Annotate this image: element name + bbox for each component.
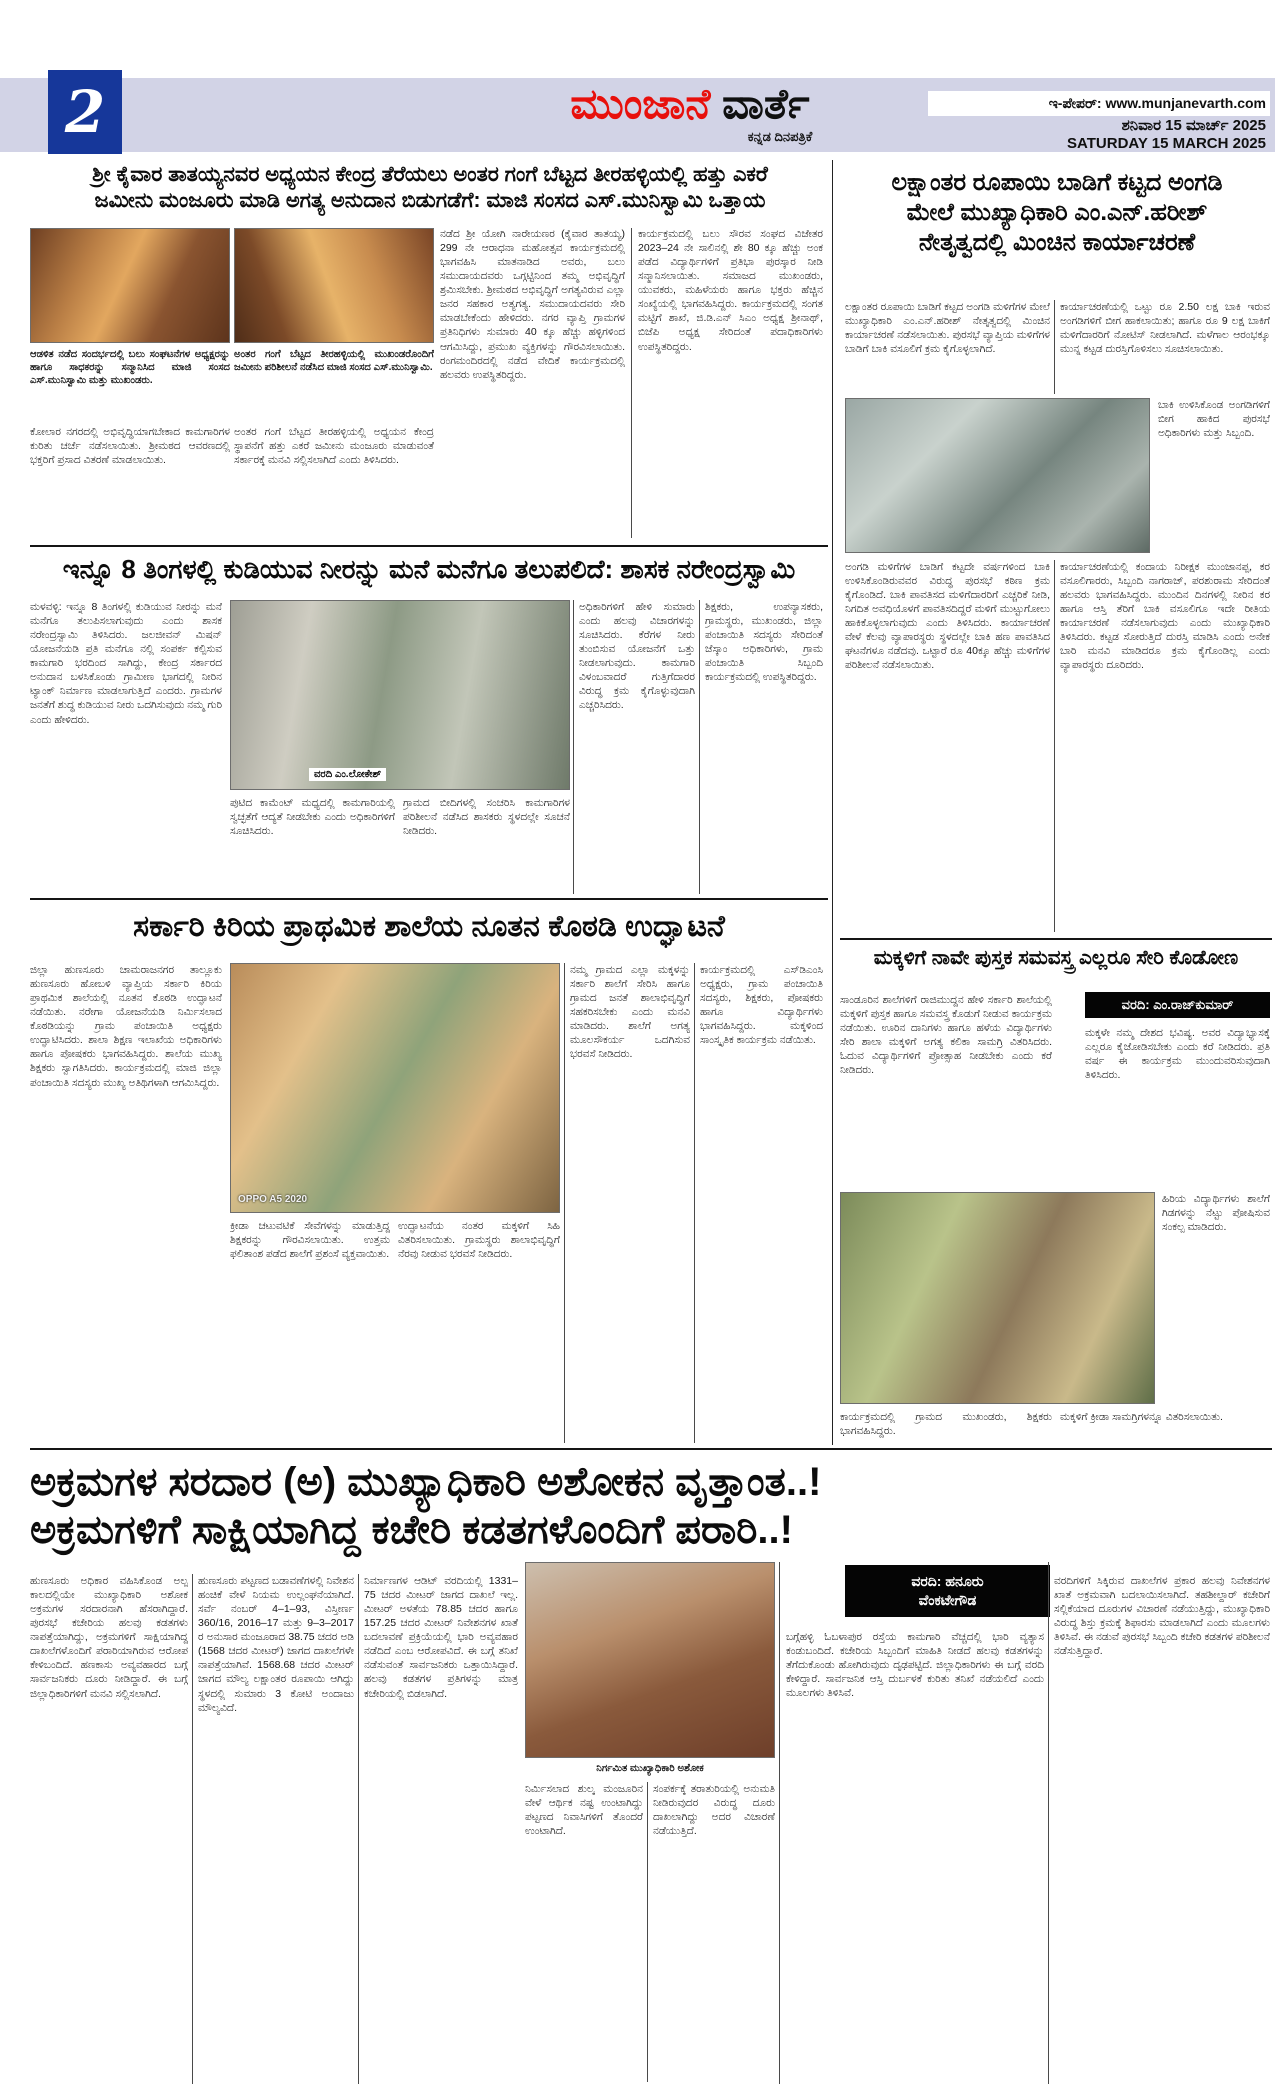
bottom-under-photo2: ಸಂಪರ್ಕಕ್ಕೆ ತರಾತುರಿಯಲ್ಲಿ ಅನುಮತಿ ನೀಡಿರುವುದರ ವಿರುದ್ಧ ದೂರು ದಾಖಲಾಗಿದ್ದು ಅದರ ವಿಚಾರಣೆ ನಡೆಯುತ್ತಿದೆ. bbox=[653, 1783, 775, 1838]
article1-text-cont2: ಅಂತರ ಗಂಗೆ ಬೆಟ್ಟದ ತೀರಹಳ್ಳಿಯಲ್ಲಿ ಅಧ್ಯಯನ ಕೇಂದ್ರ ಸ್ಥಾಪನೆಗೆ ಹತ್ತು ಎಕರೆ ಜಮೀನು ಮಂಜೂರು ಮಾಡುವಂತೆ ಸರ್ಕಾರಕ್ಕೆ ಮನವಿ ಸಲ್ಲಿಸಲಾಗಿದೆ ಎಂದು ತಿಳಿಸಿದರು. bbox=[234, 426, 434, 467]
section-rule bbox=[30, 1448, 1272, 1450]
article1r-headline bbox=[843, 168, 1271, 258]
column-divider bbox=[564, 963, 565, 1443]
article1r-column3: ಅಂಗಡಿ ಮಳಿಗೆಗಳ ಬಾಡಿಗೆ ಕಟ್ಟದೇ ವರ್ಷಗಳಿಂದ ಬಾಕಿ ಉಳಿಸಿಕೊಂಡಿರುವವರ ವಿರುದ್ಧ ಪುರಸಭೆ ಕಠಿಣ ಕ್ರಮ ಕೈಗೊಂಡಿದೆ. ಬಾಕಿ ಪಾವತಿಸದ ಮಳಿಗೆದಾರರಿಗೆ ಎಚ್ಚರಿಕೆ ನೀಡಿ, ನಿಗದಿತ ಅವಧಿಯೊಳಗೆ ಪಾವತಿಸದಿದ್ದರೆ ಮಳಿಗೆ ಮುಟ್ಟುಗೋಲು ಹಾಕಿಕೊಳ್ಳಲಾಗುವುದು ಎಂದು ತಿಳಿಸಿದರು. ಕಾರ್ಯಾಚರಣೆ ವೇಳೆ ಕೆಲವು ವ್ಯಾಪಾರಸ್ಥರು ಸ್ಥಳದಲ್ಲೇ ಬಾಕಿ ಹಣ ಪಾವತಿಸಿದ ಘಟನೆಗಳೂ ನಡೆದವು. ಒಟ್ಟಾರೆ ರೂ 40ಕ್ಕೂ ಹೆಚ್ಚು ಮಳಿಗೆಗಳ ಪರಿಶೀಲನೆ ನಡೆಸಲಾಯಿತು. bbox=[845, 561, 1050, 672]
date-english: SATURDAY 15 MARCH 2025 bbox=[1067, 135, 1266, 152]
article1r-side-column: ಬಾಕಿ ಉಳಿಸಿಕೊಂಡ ಅಂಗಡಿಗಳಿಗೆ ಬೀಗ ಹಾಕಿದ ಪುರಸಭೆ ಅಧಿಕಾರಿಗಳು ಮತ್ತು ಸಿಬ್ಬಂದಿ. bbox=[1158, 399, 1270, 440]
masthead bbox=[455, 82, 925, 126]
photo-reporter-chip: ವರದಿ ಎಂ.ಲೋಕೇಶ್ bbox=[309, 768, 386, 781]
article4-side-column: ಹಿರಿಯ ವಿದ್ಯಾರ್ಥಿಗಳು ಶಾಲೆಗೆ ಗಿಡಗಳನ್ನು ನೆಟ್ಟು ಪೋಷಿಸುವ ಸಂಕಲ್ಪ ಮಾಡಿದರು. bbox=[1162, 1193, 1270, 1234]
section-rule bbox=[30, 545, 828, 547]
column-divider bbox=[1054, 300, 1055, 394]
bottom-column2: ಹುಣಸೂರು ಪಟ್ಟಣದ ಬಡಾವಣೆಗಳಲ್ಲಿ ನಿವೇಶನ ಹಂಚಿಕೆ ವೇಳೆ ನಿಯಮ ಉಲ್ಲಂಘನೆಯಾಗಿದೆ. ಸರ್ವೆ ನಂಬರ್ 4–1–93, ವಿಸ್ತೀರ್ಣ 360/16, 2016–17 ಮತ್ತು 9–3–2017 ರ ಅನುಸಾರ ಮಂಜೂರಾದ 38.75 ಚದರ ಅಡಿ (1568 ಚದರ ಮೀಟರ್) ಜಾಗದ ದಾಖಲೆಗಳೇ ನಾಪತ್ತೆಯಾಗಿವೆ. 1568.68 ಚದರ ಮೀಟರ್ ಜಾಗದ ಮೌಲ್ಯ ಲಕ್ಷಾಂತರ ರೂಪಾಯಿ ಆಗಿದ್ದು ಸ್ಥಳದಲ್ಲಿ ಸುಮಾರು 3 ಕೋಟಿ ಅಂದಾಜು ಮೌಲ್ಯವಿದೆ. bbox=[198, 1575, 354, 1714]
bottom-headline bbox=[30, 1458, 935, 1554]
article2-under-photo2: ಗ್ರಾಮದ ಬೀದಿಗಳಲ್ಲಿ ಸಂಚರಿಸಿ ಕಾಮಗಾರಿಗಳ ಪರಿಶೀಲನೆ ನಡೆಸಿದ ಶಾಸಕರು ಸ್ಥಳದಲ್ಲೇ ಸೂಚನೆ ನೀಡಿದರು. bbox=[403, 797, 570, 838]
article3-under-photo1: ಕ್ರೀಡಾ ಚಟುವಟಿಕೆ ಸೇವೆಗಳನ್ನು ಮಾಡುತ್ತಿದ್ದ ಶಿಕ್ಷಕರನ್ನು ಗೌರವಿಸಲಾಯಿತು. ಉತ್ತಮ ಫಲಿತಾಂಶ ಪಡೆದ ಶಾಲೆಗೆ ಪ್ರಶಂಸೆ ವ್ಯಕ್ತವಾಯಿತು. bbox=[230, 1220, 390, 1261]
column-divider bbox=[631, 228, 632, 538]
article3-under-photo2: ಉದ್ಘಾಟನೆಯ ನಂತರ ಮಕ್ಕಳಿಗೆ ಸಿಹಿ ವಿತರಿಸಲಾಯಿತು. ಗ್ರಾಮಸ್ಥರು ಶಾಲಾಭಿವೃದ್ಧಿಗೆ ನೆರವು ನೀಡುವ ಭರವಸೆ ನೀಡಿದರು. bbox=[398, 1220, 560, 1261]
article3-right-column2: ಕಾರ್ಯಕ್ರಮದಲ್ಲಿ ಎಸ್‌ಡಿಎಂಸಿ ಅಧ್ಯಕ್ಷರು, ಗ್ರಾಮ ಪಂಚಾಯಿತಿ ಸದಸ್ಯರು, ಶಿಕ್ಷಕರು, ಪೋಷಕರು ಹಾಗೂ ವಿದ್ಯಾರ್ಥಿಗಳು ಭಾಗವಹಿಸಿದ್ದರು. ಮಕ್ಕಳಿಂದ ಸಾಂಸ್ಕೃತಿಕ ಕಾರ್ಯಕ್ರಮ ನಡೆಯಿತು. bbox=[700, 964, 823, 1047]
article1r-column1: ಲಕ್ಷಾಂತರ ರೂಪಾಯಿ ಬಾಡಿಗೆ ಕಟ್ಟದ ಅಂಗಡಿ ಮಳಿಗೆಗಳ ಮೇಲೆ ಮುಖ್ಯಾಧಿಕಾರಿ ಎಂ.ಎನ್.ಹರೀಶ್ ನೇತೃತ್ವದಲ್ಲಿ ಮಿಂಚಿನ ಕಾರ್ಯಾಚರಣೆ ನಡೆಸಲಾಯಿತು. ಪುರಸಭೆ ವ್ಯಾಪ್ತಿಯ ಮಳಿಗೆಗಳ ಬಾಡಿಗೆ ಬಾಕಿ ವಸೂಲಿಗೆ ಕ್ರಮ ಕೈಗೊಳ್ಳಲಾಗಿದೆ. bbox=[845, 301, 1050, 356]
article1r-headline-line1: ಲಕ್ಷಾಂತರ ರೂಪಾಯಿ ಬಾಡಿಗೆ ಕಟ್ಟದ ಅಂಗಡಿ bbox=[891, 169, 1223, 196]
photo-shop-raid bbox=[845, 398, 1150, 553]
article4-headline: ಮಕ್ಕಳಿಗೆ ನಾವೇ ಪುಸ್ತಕ ಸಮವಸ್ತ್ರ ಎಲ್ಲರೂ ಸೇರಿ ಕೊಡೋಣ bbox=[873, 947, 1239, 969]
article1-caption1: ಆಡಳಿತ ನಡೆದ ಸಂದರ್ಭದಲ್ಲಿ ಬಲು ಸಂಘಟನೆಗಳ ಅಧ್ಯಕ್ಷರನ್ನು ಹಾಗೂ ಸಾಧಕರನ್ನು ಸನ್ಮಾನಿಸಿದ ಮಾಜಿ ಸಂಸದ ಎಸ್.ಮುನಿಸ್ವಾಮಿ ಮತ್ತು ಮುಖಂಡರು. bbox=[30, 349, 230, 386]
masthead-secondary: ವಾರ್ತೆ bbox=[722, 80, 810, 127]
article3-left-column: ಜಿಲ್ಲಾ ಹುಣಸೂರು ಚಾಮರಾಜನಗರ ತಾಲ್ಲೂಕು ಹುಣಸೂರು ಹೋಬಳಿ ವ್ಯಾಪ್ತಿಯ ಸರ್ಕಾರಿ ಕಿರಿಯ ಪ್ರಾಥಮಿಕ ಶಾಲೆಯಲ್ಲಿ ನೂತನ ಕೊಠಡಿ ಉದ್ಘಾಟನೆ ನಡೆಯಿತು. ನರೇಗಾ ಯೋಜನೆಯಡಿ ನಿರ್ಮಿಸಲಾದ ಕೊಠಡಿಯನ್ನು ಗ್ರಾಮ ಪಂಚಾಯಿತಿ ಅಧ್ಯಕ್ಷರು ಉದ್ಘಾಟಿಸಿದರು. ಶಾಲಾ ಶಿಕ್ಷಣ ಇಲಾಖೆಯ ಅಧಿಕಾರಿಗಳು ಹಾಗೂ ಪೋಷಕರು ಭಾಗವಹಿಸಿದ್ದರು. ಶಾಲೆಯ ಮುಖ್ಯ ಶಿಕ್ಷಕರು ಸ್ವಾಗತಿಸಿದರು. ಕಾರ್ಯಕ್ರಮದಲ್ಲಿ ಮಾಜಿ ಜಿಲ್ಲಾ ಪಂಚಾಯಿತಿ ಸದಸ್ಯರು ಮುಖ್ಯ ಅತಿಥಿಗಳಾಗಿ ಆಗಮಿಸಿದ್ದರು. bbox=[30, 964, 222, 1089]
photo-garlanded-felicitation bbox=[30, 228, 230, 343]
article1-column2: ಕಾರ್ಯಕ್ರಮದಲ್ಲಿ ಬಲು ಸೌರವ ಸಂಘದ ವಿಜೇತರ 2023–24 ನೇ ಸಾಲಿನಲ್ಲಿ ಶೇ 80 ಕ್ಕೂ ಹೆಚ್ಚು ಅಂಕ ಪಡೆದ ವಿದ್ಯಾರ್ಥಿಗಳಿಗೆ ಪ್ರತಿಭಾ ಪುರಸ್ಕಾರ ನೀಡಿ ಸನ್ಮಾನಿಸಲಾಯಿತು. ಸಮಾಜದ ಮುಖಂಡರು, ಯುವಕರು, ಮಹಿಳೆಯರು ಹಾಗೂ ಭಕ್ತರು ಹೆಚ್ಚಿನ ಸಂಖ್ಯೆಯಲ್ಲಿ ಭಾಗವಹಿಸಿದ್ದರು. ಕಾರ್ಯಕ್ರಮದಲ್ಲಿ ಸಂಗತ ಮಟ್ಟಿಗೆ ಶಾಖೆ, ಜಿ.ಡಿ.ಎನ್ ಸಿಎಂ ಅಧ್ಯಕ್ಷ ಶ್ರೀನಾಥ್, ಬಿಜೆಪಿ ಅಧ್ಯಕ್ಷ ಸೇರಿದಂತೆ ಪದಾಧಿಕಾರಿಗಳು ಉಪಸ್ಥಿತರಿದ್ದರು. bbox=[638, 228, 823, 353]
photo-mla-street-inspection bbox=[230, 600, 570, 790]
photo-land-inspection bbox=[234, 228, 434, 343]
article3-right-column1: ನಮ್ಮ ಗ್ರಾಮದ ಎಲ್ಲಾ ಮಕ್ಕಳನ್ನು ಸರ್ಕಾರಿ ಶಾಲೆಗೆ ಸೇರಿಸಿ ಹಾಗೂ ಗ್ರಾಮದ ಜನತೆ ಶಾಲಾಭಿವೃದ್ಧಿಗೆ ಸಹಕರಿಸಬೇಕು ಎಂದು ಮನವಿ ಮಾಡಿದರು. ಶಾಲೆಗೆ ಅಗತ್ಯ ಮೂಲಸೌಕರ್ಯ ಒದಗಿಸುವ ಭರವಸೆ ನೀಡಿದರು. bbox=[570, 964, 690, 1061]
bottom-under-photo1: ನಿರ್ಮಿಸಲಾದ ಶುಲ್ಕ ಮಂಜೂರಿನ ವೇಳೆ ಆರ್ಥಿಕ ನಷ್ಟ ಉಂಟಾಗಿದ್ದು ಪಟ್ಟಣದ ನಿವಾಸಿಗಳಿಗೆ ತೊಂದರೆ ಉಂಟಾಗಿದೆ. bbox=[525, 1783, 643, 1838]
article2-left-column: ಮಳವಳ್ಳಿ: ಇನ್ನೂ 8 ತಿಂಗಳಲ್ಲಿ ಕುಡಿಯುವ ನೀರನ್ನು ಮನೆ ಮನೆಗೂ ತಲುಪಿಸಲಾಗುವುದು ಎಂದು ಶಾಸಕ ನರೇಂದ್ರಸ್ವಾಮಿ ತಿಳಿಸಿದರು. ಜಲಜೀವನ್ ಮಿಷನ್ ಯೋಜನೆಯಡಿ ಪ್ರತಿ ಮನೆಗೂ ನಲ್ಲಿ ಸಂಪರ್ಕ ಕಲ್ಪಿಸುವ ಕಾಮಗಾರಿ ಭರದಿಂದ ಸಾಗಿದ್ದು, ಕೇಂದ್ರ ಸರ್ಕಾರದ ಅನುದಾನ ಬಳಸಿಕೊಂಡು ಗ್ರಾಮೀಣ ಭಾಗದಲ್ಲಿ ನೀರಿನ ಟ್ಯಾಂಕ್ ನಿರ್ಮಾಣ ಮಾಡಲಾಗುತ್ತಿದೆ ಎಂದರು. ಗ್ರಾಮಗಳ ಜನತೆಗೆ ಶುದ್ಧ ಕುಡಿಯುವ ನೀರು ಒದಗಿಸುವುದು ನಮ್ಮ ಗುರಿ ಎಂದು ಹೇಳಿದರು. bbox=[30, 601, 222, 726]
bottom-reporter-box bbox=[845, 1565, 1050, 1617]
epaper-url: ಇ-ಪೇಪರ್: www.munjanevarth.com bbox=[928, 91, 1270, 116]
article4-left-column: ಸಾಂಡೂರಿನ ಶಾಲೆಗಳಿಗೆ ರಾಜಿಮುದ್ದನ ಹೇಳಿ ಸರ್ಕಾರಿ ಶಾಲೆಯಲ್ಲಿ ಮಕ್ಕಳಿಗೆ ಪುಸ್ತಕ ಹಾಗೂ ಸಮವಸ್ತ್ರ ಕೊಡುಗೆ ನೀಡುವ ಕಾರ್ಯಕ್ರಮ ನಡೆಯಿತು. ಊರಿನ ದಾನಿಗಳು ಹಾಗೂ ಹಳೆಯ ವಿದ್ಯಾರ್ಥಿಗಳು ಸೇರಿ ಶಾಲಾ ಮಕ್ಕಳಿಗೆ ಅಗತ್ಯ ಕಲಿಕಾ ಸಾಮಗ್ರಿ ವಿತರಿಸಿದರು. ಓದುವ ವಿದ್ಯಾರ್ಥಿಗಳಿಗೆ ಪ್ರೋತ್ಸಾಹ ನೀಡಬೇಕು ಎಂದು ಕರೆ ನೀಡಿದರು. bbox=[840, 994, 1052, 1077]
main-column-divider bbox=[832, 160, 833, 1445]
column-divider bbox=[699, 600, 700, 894]
article1r-column2: ಕಾರ್ಯಾಚರಣೆಯಲ್ಲಿ ಒಟ್ಟು ರೂ 2.50 ಲಕ್ಷ ಬಾಕಿ ಇರುವ ಅಂಗಡಿಗಳಿಗೆ ಬೀಗ ಹಾಕಲಾಯಿತು; ಹಾಗೂ ರೂ 9 ಲಕ್ಷ ಬಾಕಿಗೆ ಮಳಿಗೆದಾರರಿಗೆ ನೋಟಿಸ್ ನೀಡಲಾಗಿದೆ. ಮಳೆಗಾಲ ಆರಂಭಕ್ಕೂ ಮುನ್ನ ಕಟ್ಟಡ ದುರಸ್ತಿಗೊಳಿಸಲು ಸೂಚಿಸಲಾಯಿತು. bbox=[1060, 301, 1270, 356]
bottom-headline-line1: ಅಕ್ರಮಗಳ ಸರದಾರ (ಅ) ಮುಖ್ಯಾಧಿಕಾರಿ ಅಶೋಕನ ವೃತ್ತಾಂತ..! bbox=[30, 1460, 822, 1504]
photo-school-room-inauguration bbox=[230, 963, 560, 1213]
article4-right-column: ಮಕ್ಕಳೇ ನಮ್ಮ ದೇಶದ ಭವಿಷ್ಯ. ಅವರ ವಿದ್ಯಾಭ್ಯಾಸಕ್ಕೆ ಎಲ್ಲರೂ ಕೈಜೋಡಿಸಬೇಕು ಎಂದು ಕರೆ ನೀಡಿದರು. ಪ್ರತಿ ವರ್ಷ ಈ ಕಾರ್ಯಕ್ರಮ ಮುಂದುವರಿಸುವುದಾಗಿ ತಿಳಿಸಿದರು. bbox=[1085, 1027, 1270, 1082]
bottom-column1: ಹುಣಸೂರು ಅಧಿಕಾರ ವಹಿಸಿಕೊಂಡ ಅಲ್ಪ ಕಾಲದಲ್ಲಿಯೇ ಮುಖ್ಯಾಧಿಕಾರಿ ಅಶೋಕ ಅಕ್ರಮಗಳ ಸರದಾರನಾಗಿ ಹೆಸರಾಗಿದ್ದಾರೆ. ಪುರಸಭೆ ಕಚೇರಿಯ ಹಲವು ಕಡತಗಳು ನಾಪತ್ತೆಯಾಗಿದ್ದು, ಅಕ್ರಮಗಳಿಗೆ ಸಾಕ್ಷಿಯಾಗಿದ್ದ ದಾಖಲೆಗಳೊಂದಿಗೆ ಪರಾರಿಯಾಗಿರುವ ಆರೋಪ ಕೇಳಿಬಂದಿದೆ. ಹಣಕಾಸು ಅವ್ಯವಹಾರದ ಬಗ್ಗೆ ಸಾರ್ವಜನಿಕರು ದೂರು ನೀಡಿದ್ದಾರೆ. ಈ ಬಗ್ಗೆ ಜಿಲ್ಲಾಧಿಕಾರಿಗಳಿಗೆ ಮನವಿ ಸಲ್ಲಿಸಲಾಗಿದೆ. bbox=[30, 1575, 188, 1700]
article1-text-cont1: ಕೋಲಾರ ನಗರದಲ್ಲಿ ಅಭಿವೃದ್ಧಿಯಾಗಬೇಕಾದ ಕಾಮಗಾರಿಗಳ ಕುರಿತು ಚರ್ಚೆ ನಡೆಸಲಾಯಿತು. ಶ್ರೀಮಠದ ಆವರಣದಲ್ಲಿ ಭಕ್ತರಿಗೆ ಪ್ರಸಾದ ವಿತರಣೆ ಮಾಡಲಾಯಿತು. bbox=[30, 426, 230, 467]
column-divider bbox=[779, 1562, 780, 2084]
portrait-caption: ನಿರ್ಗಮಿತ ಮುಖ್ಯಾಧಿಕಾರಿ ಅಶೋಕ bbox=[596, 1763, 704, 1774]
column-divider bbox=[647, 1782, 648, 2082]
page-number: 2 bbox=[48, 70, 122, 154]
article1-headline-line2: ಜಮೀನು ಮಂಜೂರು ಮಾಡಿ ಅಗತ್ಯ ಅನುದಾನ ಬಿಡುಗಡೆಗೆ: ಮಾಜಿ ಸಂಸದ ಎಸ್.ಮುನಿಸ್ವಾಮಿ ಒತ್ತಾಯ bbox=[94, 189, 766, 213]
bottom-column4: ಬಗ್ಗೆಹಳ್ಳಿ ಓಬಳಾಪುರ ರಸ್ತೆಯ ಕಾಮಗಾರಿ ವೆಚ್ಚದಲ್ಲಿ ಭಾರಿ ವ್ಯತ್ಯಾಸ ಕಂಡುಬಂದಿದೆ. ಕಚೇರಿಯ ಸಿಬ್ಬಂದಿಗೆ ಮಾಹಿತಿ ನೀಡದೆ ಹಲವು ಕಡತಗಳನ್ನು ತೆಗೆದುಕೊಂಡು ಹೋಗಿರುವುದು ದೃಢಪಟ್ಟಿದೆ. ಜಿಲ್ಲಾಧಿಕಾರಿಗಳು ಈ ಬಗ್ಗೆ ವರದಿ ಕೇಳಿದ್ದಾರೆ. ಸಾರ್ವಜನಿಕ ಆಸ್ತಿ ದುರ್ಬಳಕೆ ಕುರಿತು ತನಿಖೆ ನಡೆಯಲಿದೆ ಎಂದು ಮೂಲಗಳು ತಿಳಿಸಿವೆ. bbox=[786, 1631, 1044, 1700]
column-divider bbox=[1054, 560, 1055, 932]
article1-headline bbox=[30, 162, 830, 215]
bottom-reporter-line1: ವರದಿ: ಹನೂರು bbox=[911, 1573, 984, 1590]
article4-bottom1: ಕಾರ್ಯಕ್ರಮದಲ್ಲಿ ಗ್ರಾಮದ ಮುಖಂಡರು, ಶಿಕ್ಷಕರು ಭಾಗವಹಿಸಿದ್ದರು. bbox=[840, 1411, 1052, 1438]
column-divider bbox=[192, 1574, 193, 2084]
bottom-column5: ವರದಿಗಳಿಗೆ ಸಿಕ್ಕಿರುವ ದಾಖಲೆಗಳ ಪ್ರಕಾರ ಹಲವು ನಿವೇಶನಗಳ ಖಾತೆ ಅಕ್ರಮವಾಗಿ ಬದಲಾಯಿಸಲಾಗಿದೆ. ತಹಶೀಲ್ದಾರ್ ಕಚೇರಿಗೆ ಸಲ್ಲಿಕೆಯಾದ ದೂರುಗಳ ವಿಚಾರಣೆ ನಡೆಯುತ್ತಿದ್ದು, ಮುಖ್ಯಾಧಿಕಾರಿ ವಿರುದ್ಧ ಶಿಸ್ತು ಕ್ರಮಕ್ಕೆ ಶಿಫಾರಸು ಮಾಡಲಾಗಿದೆ ಎಂದು ಮೂಲಗಳು ತಿಳಿಸಿವೆ. ಈ ನಡುವೆ ಪುರಸಭೆ ಸಿಬ್ಬಂದಿ ಕಚೇರಿ ಕಡತಗಳ ಪರಿಶೀಲನೆ ನಡೆಸುತ್ತಿದ್ದಾರೆ. bbox=[1054, 1575, 1270, 1658]
article4-reporter-box: ವರದಿ: ಎಂ.ರಾಜ್‌ಕುಮಾರ್ bbox=[1085, 992, 1270, 1018]
camera-watermark: OPPO A5 2020 bbox=[238, 1194, 308, 1205]
date-kannada: ಶನಿವಾರ 15 ಮಾರ್ಚ್ 2025 bbox=[1121, 117, 1266, 134]
article1-caption2: ಅಂತರ ಗಂಗೆ ಬೆಟ್ಟದ ತೀರಹಳ್ಳಿಯಲ್ಲಿ ಮುಖಂಡರೊಂದಿಗೆ ಜಮೀನು ಪರಿಶೀಲನೆ ನಡೆಸಿದ ಮಾಜಿ ಸಂಸದ ಎಸ್.ಮುನಿಸ್ವಾಮಿ. bbox=[234, 349, 434, 373]
article1-column1: ನಡೆದ ಶ್ರೀ ಯೋಗಿ ನಾರೇಯಣರ (ಕೈವಾರ ತಾತಯ್ಯ) 299 ನೇ ಆರಾಧನಾ ಮಹೋತ್ಸವ ಕಾರ್ಯಕ್ರಮದಲ್ಲಿ ಭಾಗವಹಿಸಿ ಮಾತನಾಡಿದ ಅವರು, ಬಲು ಸಮುದಾಯದವರು ಒಗ್ಗಟ್ಟಿನಿಂದ ತಮ್ಮ ಅಭಿವೃದ್ಧಿಗೆ ಶ್ರಮಿಸಬೇಕು. ಶ್ರೀಮಠದ ಅಭಿವೃದ್ಧಿಗೆ ಅಗತ್ಯವಿರುವ ಎಲ್ಲಾ ಜನರ ಸಹಕಾರ ಅತ್ಯಗತ್ಯ. ಸಮುದಾಯದವರು ಸೇರಿ ಮಾಡಬೇಕೆಂದು ಹೇಳಿದರು. ನಗರ ವ್ಯಾಪ್ತಿ ಗ್ರಾಮಗಳ ಪ್ರತಿನಿಧಿಗಳು ಸುಮಾರು 40 ಕ್ಕೂ ಹೆಚ್ಚು ಹಳ್ಳಿಗಳಿಂದ ಆಗಮಿಸಿದ್ದು, ಪ್ರಮುಖ ವ್ಯಕ್ತಿಗಳನ್ನು ಗೌರವಿಸಲಾಯಿತು. ರಂಗಮಂದಿರದಲ್ಲಿ ನಡೆದ ವೇದಿಕೆ ಕಾರ್ಯಕ್ರಮದಲ್ಲಿ ಹಲವರು ಉಪಸ್ಥಿತರಿದ್ದರು. bbox=[440, 228, 625, 381]
article1r-headline-line3: ನೇತೃತ್ವದಲ್ಲಿ ಮಿಂಚಿನ ಕಾರ್ಯಾಚರಣೆ bbox=[918, 229, 1196, 256]
section-rule bbox=[30, 898, 828, 900]
photo-outgoing-chief-officer bbox=[525, 1562, 775, 1758]
bottom-column3: ನಿರ್ಮಾಣಗಳ ಆಡಿಟ್ ವರದಿಯಲ್ಲಿ 1331–75 ಚದರ ಮೀಟರ್ ಜಾಗದ ದಾಖಲೆ ಇಲ್ಲ. ಮೀಟರ್ ಅಳತೆಯ 78.85 ಚದರ ಹಾಗೂ 157.25 ಚದರ ಮೀಟರ್ ನಿವೇಶನಗಳ ಖಾತೆ ಬದಲಾವಣೆ ಪ್ರಕ್ರಿಯೆಯಲ್ಲಿ ಭಾರಿ ಅವ್ಯವಹಾರ ನಡೆದಿದೆ ಎಂಬ ಆರೋಪವಿದೆ. ಈ ಬಗ್ಗೆ ತನಿಖೆ ನಡೆಸುವಂತೆ ಸಾರ್ವಜನಿಕರು ಒತ್ತಾಯಿಸಿದ್ದಾರೆ. ಹಲವು ಕಡತಗಳ ಪ್ರತಿಗಳನ್ನು ಮಾತ್ರ ಕಚೇರಿಯಲ್ಲಿ ಬಿಡಲಾಗಿದೆ. bbox=[364, 1575, 518, 1700]
article1-headline-line1: ಶ್ರೀ ಕೈವಾರ ತಾತಯ್ಯನವರ ಅಧ್ಯಯನ ಕೇಂದ್ರ ತೆರೆಯಲು ಅಂತರ ಗಂಗೆ ಬೆಟ್ಟದ ತೀರಹಳ್ಳಿಯಲ್ಲಿ ಹತ್ತು ಎಕರೆ bbox=[92, 163, 768, 186]
article2-under-photo1: ಪುಟಿದ ಕಾಮೆಂಟ್ ಮಧ್ಯದಲ್ಲಿ ಕಾಮಗಾರಿಯಲ್ಲಿ ಸ್ವಚ್ಛತೆಗೆ ಆದ್ಯತೆ ನೀಡಬೇಕು ಎಂದು ಅಧಿಕಾರಿಗಳಿಗೆ ಸೂಚಿಸಿದರು. bbox=[230, 797, 395, 838]
article1r-headline-line2: ಮೇಲೆ ಮುಖ್ಯಾಧಿಕಾರಿ ಎಂ.ಎನ್.ಹರೀಶ್ bbox=[906, 199, 1208, 226]
column-divider bbox=[694, 963, 695, 1443]
bottom-headline-line2: ಅಕ್ರಮಗಳಿಗೆ ಸಾಕ್ಷಿಯಾಗಿದ್ದ ಕಚೇರಿ ಕಡತಗಳೊಂದಿಗೆ ಪರಾರಿ..! bbox=[30, 1508, 793, 1552]
article2-right-column1: ಅಧಿಕಾರಿಗಳಿಗೆ ಹೇಳಿ ಸುಮಾರು ಎಂದು ಹಲವು ವಿಚಾರಗಳನ್ನು ಸೂಚಿಸಿದರು. ಕೆರೆಗಳ ನೀರು ತುಂಬಿಸುವ ಯೋಜನೆಗೆ ಒತ್ತು ನೀಡಲಾಗುವುದು. ಕಾಮಗಾರಿ ವಿಳಂಬವಾದರೆ ಗುತ್ತಿಗೆದಾರರ ವಿರುದ್ಧ ಕ್ರಮ ಕೈಗೊಳ್ಳುವುದಾಗಿ ಎಚ್ಚರಿಸಿದರು. bbox=[579, 601, 695, 712]
masthead-tagline: ಕನ್ನಡ ದಿನಪತ್ರಿಕೆ bbox=[747, 129, 813, 144]
masthead-primary: ಮುಂಜಾನೆ bbox=[570, 80, 711, 127]
photo-book-uniform-distribution bbox=[840, 1192, 1155, 1404]
article4-bottom2: ಮಕ್ಕಳಿಗೆ ಕ್ರೀಡಾ ಸಾಮಗ್ರಿಗಳನ್ನೂ ವಿತರಿಸಲಾಯಿತು. bbox=[1060, 1411, 1223, 1423]
section-rule bbox=[840, 938, 1272, 940]
article2-headline: ಇನ್ನೂ 8 ತಿಂಗಳಲ್ಲಿ ಕುಡಿಯುವ ನೀರನ್ನು ಮನೆ ಮನೆಗೂ ತಲುಪಲಿದೆ: ಶಾಸಕ ನರೇಂದ್ರಸ್ವಾಮಿ bbox=[62, 554, 796, 584]
bottom-reporter-line2: ವೆಂಕಟೇಗೌಡ bbox=[918, 1592, 977, 1608]
column-divider bbox=[358, 1574, 359, 2084]
article3-headline: ಸರ್ಕಾರಿ ಕಿರಿಯ ಪ್ರಾಥಮಿಕ ಶಾಲೆಯ ನೂತನ ಕೊಠಡಿ ಉದ್ಘಾಟನೆ bbox=[133, 910, 725, 943]
column-divider bbox=[1048, 1562, 1049, 2084]
article1r-column4: ಕಾರ್ಯಾಚರಣೆಯಲ್ಲಿ ಕಂದಾಯ ನಿರೀಕ್ಷಕ ಮುಂಜಾನಪ್ಪ, ಕರ ವಸೂಲಿಗಾರರು, ಸಿಬ್ಬಂದಿ ನಾಗರಾಜ್, ಪರಶುರಾಮ ಸೇರಿದಂತೆ ಹಲವರು ಭಾಗವಹಿಸಿದ್ದರು. ಮುಂದಿನ ದಿನಗಳಲ್ಲಿ ನೀರಿನ ಕರ ಹಾಗೂ ಆಸ್ತಿ ತೆರಿಗೆ ಬಾಕಿ ವಸೂಲಿಗೂ ಇದೇ ರೀತಿಯ ಕಾರ್ಯಾಚರಣೆ ನಡೆಸಲಾಗುವುದು ಎಂದು ಮುಖ್ಯಾಧಿಕಾರಿ ತಿಳಿಸಿದರು. ಕಟ್ಟಡ ಸೋರುತ್ತಿದೆ ದುರಸ್ತಿ ಮಾಡಿಸಿ ಎಂದು ಅನೇಕ ಬಾರಿ ಮನವಿ ಮಾಡಿದರೂ ಕ್ರಮ ಕೈಗೊಂಡಿಲ್ಲ ಎಂದು ವ್ಯಾಪಾರಸ್ಥರು ದೂರಿದರು. bbox=[1060, 561, 1270, 672]
column-divider bbox=[573, 600, 574, 894]
article2-right-column2: ಶಿಕ್ಷಕರು, ಉಪನ್ಯಾಸಕರು, ಗ್ರಾಮಸ್ಥರು, ಮುಖಂಡರು, ಜಿಲ್ಲಾ ಪಂಚಾಯಿತಿ ಸದಸ್ಯರು ಸೇರಿದಂತೆ ಜೆಸ್ಕಾಂ ಅಧಿಕಾರಿಗಳು, ಗ್ರಾಮ ಪಂಚಾಯಿತಿ ಸಿಬ್ಬಂದಿ ಕಾರ್ಯಕ್ರಮದಲ್ಲಿ ಉಪಸ್ಥಿತರಿದ್ದರು. bbox=[705, 601, 823, 684]
